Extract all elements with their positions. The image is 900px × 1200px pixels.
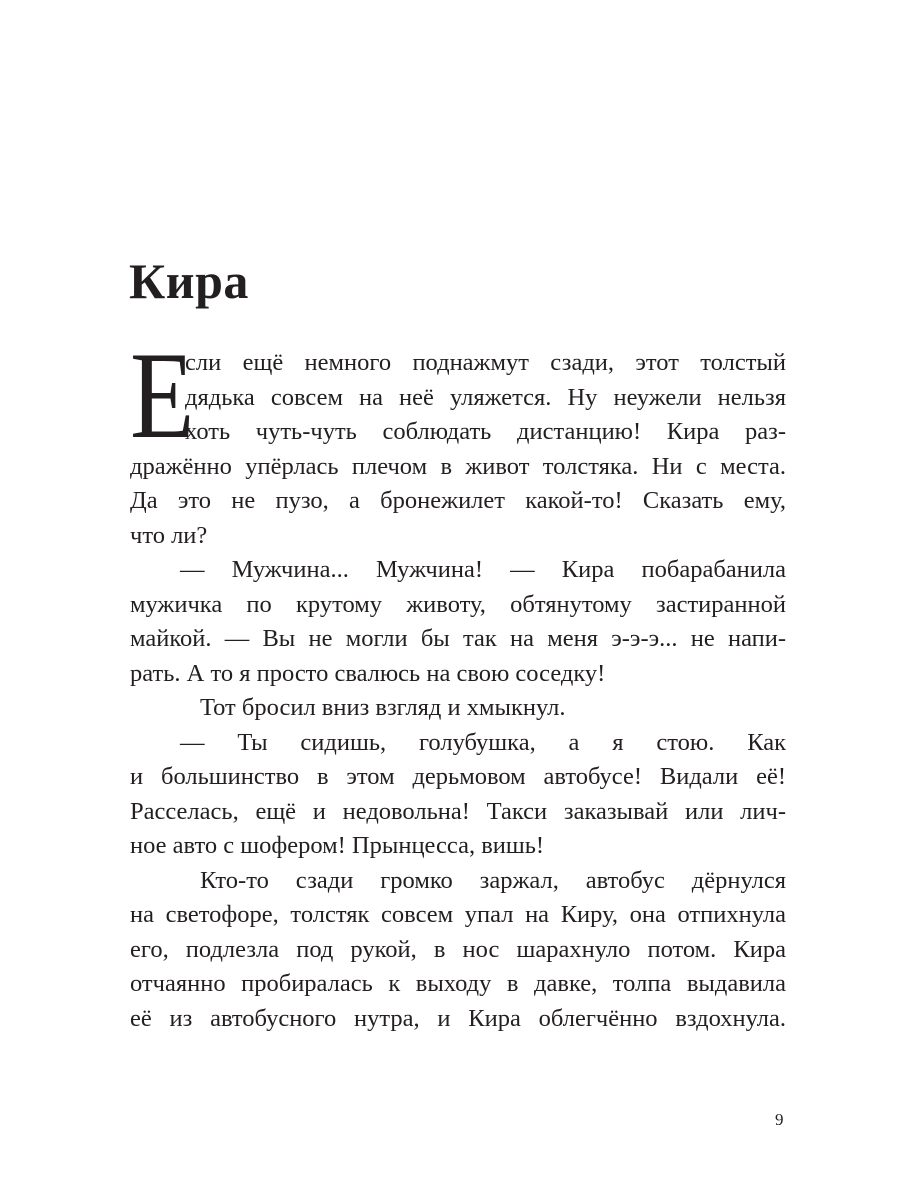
text-line: её из автобусного нутра, и Кира облегчённо вздохнула. <box>130 1004 786 1032</box>
chapter-body <box>130 327 786 1036</box>
text-line: дражённо упёрлась плечом в живот толстяка. Ни с места. <box>130 452 786 480</box>
text-line: что ли? <box>130 521 208 549</box>
drop-cap: Е <box>130 327 195 464</box>
text-line: — Ты сидишь, голубушка, а я стою. Как <box>180 728 786 756</box>
text-line: Да это не пузо, а бронежилет какой-то! Сказать ему, <box>130 487 786 514</box>
text-line: его, подлезла под рукой, в нос шарахнуло потом. Кира <box>130 935 786 963</box>
text-line: сли ещё немного поднажмут сзади, этот толстый <box>185 349 786 376</box>
text-line: мужичка по крутому животу, обтянутому застиранной <box>130 590 786 618</box>
text-line: отчаянно пробиралась к выходу в давке, толпа выдавила <box>130 970 786 997</box>
text-line: Кто-то сзади громко заржал, автобус дёрнулся <box>200 866 786 894</box>
text-line: ное авто с шофером! Прынцесса, вишь! <box>130 832 545 859</box>
text-line: — Мужчина... Мужчина! — Кира побарабанила <box>180 556 786 583</box>
text-line: хоть чуть-чуть соблюдать дистанцию! Кира раз- <box>185 418 786 445</box>
text-line: майкой. — Вы не могли бы так на меня э-э-э... не напи- <box>130 625 786 652</box>
text-line: дядька совсем на неё уляжется. Ну неужели нельзя <box>185 383 786 411</box>
page-number: 9 <box>775 1110 784 1129</box>
text-line: Расселась, ещё и недовольна! Такси заказывай или лич- <box>130 797 786 825</box>
chapter-title: Кира <box>129 253 249 309</box>
text-line: и большинство в этом дерьмовом автобусе! Видали её! <box>130 763 786 790</box>
text-line: рать. А то я просто свалюсь на свою соседку! <box>130 659 606 687</box>
text-line: Тот бросил вниз взгляд и хмыкнул. <box>200 694 566 721</box>
text-line: на светофоре, толстяк совсем упал на Киру, она отпихнула <box>130 901 786 928</box>
text-lines <box>130 327 786 1036</box>
